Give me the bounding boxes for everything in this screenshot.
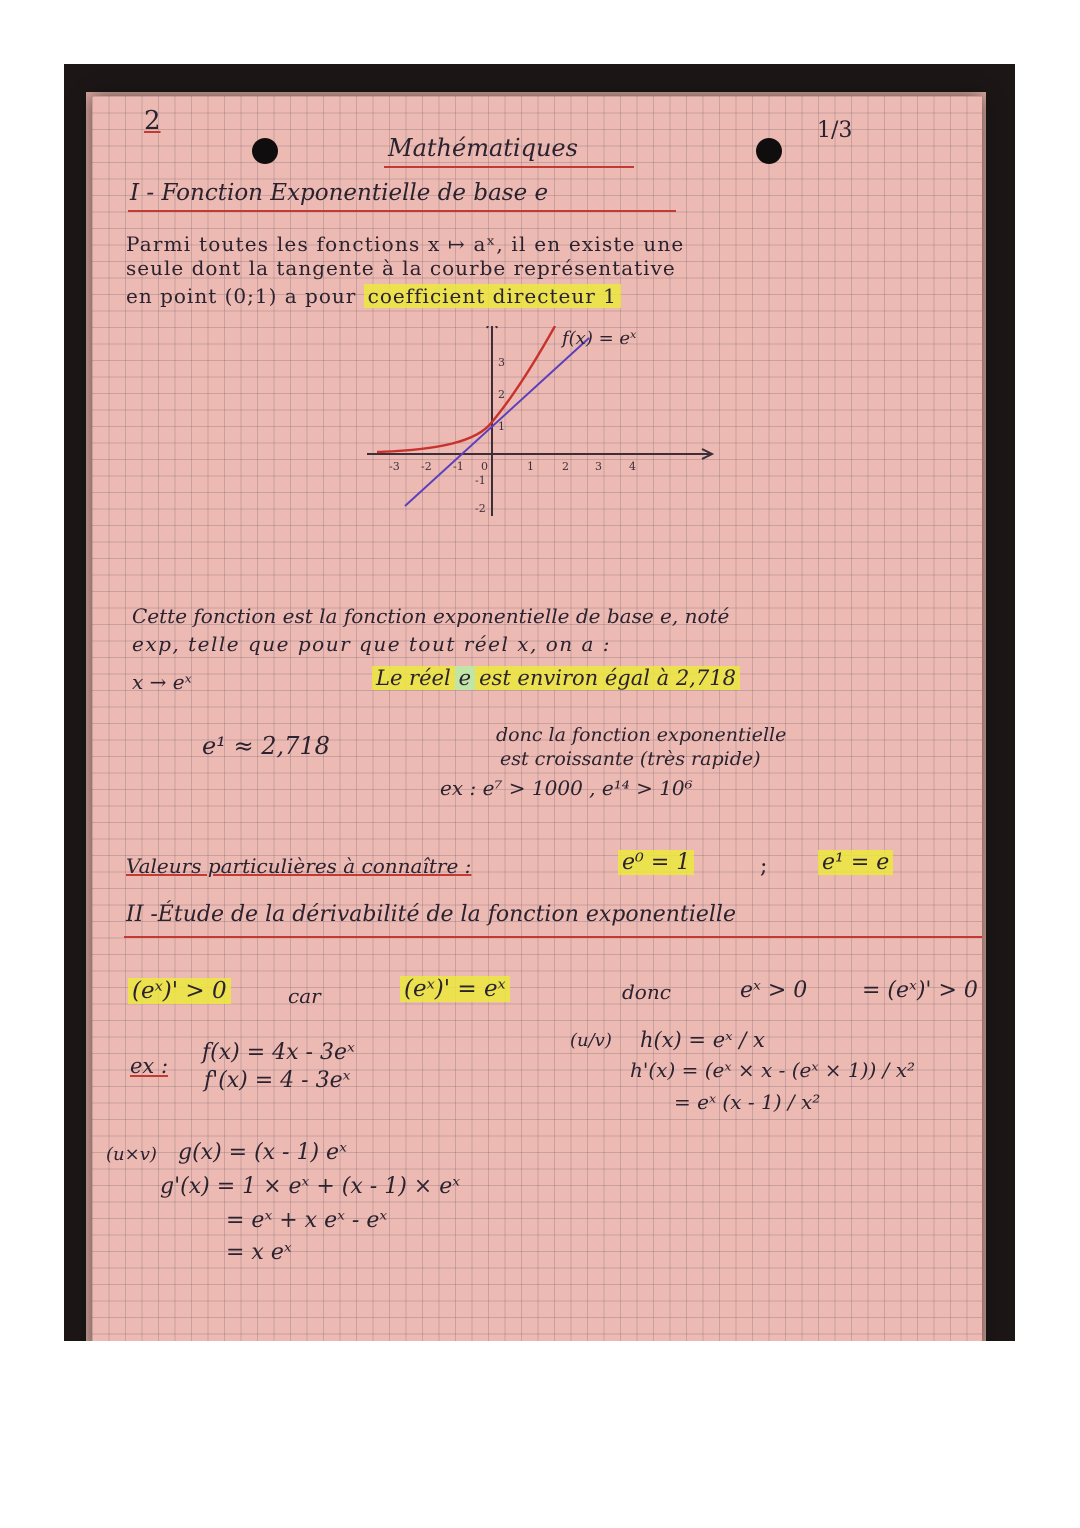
definition-line-1: Cette fonction est la fonction exponentielle de base e, noté xyxy=(132,604,730,628)
subject-underline xyxy=(384,166,634,168)
e-one-value: e¹ ≈ 2,718 xyxy=(202,732,330,760)
exponential-graph xyxy=(367,326,727,516)
graph-curve-label: f(x) = eˣ xyxy=(562,328,637,349)
example-label: ex : xyxy=(130,1054,169,1078)
derivative-rule-text: (eˣ)' = eˣ xyxy=(400,976,510,1002)
because-word: car xyxy=(288,984,321,1008)
derivative-positive-text: (eˣ)' > 0 xyxy=(128,978,231,1004)
e-value-statement-pre: Le réel xyxy=(372,666,455,690)
y-tick-label: 3 xyxy=(498,356,505,369)
growth-line-2: est croissante (très rapide) xyxy=(500,748,761,770)
punch-hole-right xyxy=(756,138,782,164)
intro-line-2-text: seule dont la tangente à la courbe représentative xyxy=(126,256,676,280)
e-value-statement xyxy=(372,666,740,690)
photo-background xyxy=(64,64,1015,1341)
intro-line-1: Parmi toutes les fonctions x ↦ aˣ, il en existe une xyxy=(126,232,685,256)
x-tick-label: -3 xyxy=(389,460,400,473)
y-tick-label: -1 xyxy=(475,474,486,487)
x-tick-label: 3 xyxy=(595,460,602,473)
intro-line-2 xyxy=(126,256,676,280)
x-tick-label: 2 xyxy=(562,460,569,473)
sheet-index: 1/3 xyxy=(817,118,853,143)
intro-highlight: coefficient directeur 1 xyxy=(364,284,621,308)
derivative-conclusion: = (eˣ)' > 0 xyxy=(862,978,978,1003)
quotient-rule-tag: (u/v) xyxy=(570,1030,612,1051)
special-value-2 xyxy=(818,850,893,875)
intro-line-3 xyxy=(126,284,621,308)
page-number: 2 xyxy=(144,106,161,136)
special-values-label: Valeurs particulières à connaître : xyxy=(126,854,472,878)
example-f-prime: f'(x) = 4 - 3eˣ xyxy=(204,1068,351,1093)
exp-positive: eˣ > 0 xyxy=(740,978,808,1003)
special-value-1 xyxy=(618,850,694,875)
section2-title: II -Étude de la dérivabilité de la fonction exponentielle xyxy=(126,902,736,927)
example-f: f(x) = 4x - 3eˣ xyxy=(202,1040,355,1065)
subject-title: Mathématiques xyxy=(388,134,578,162)
y-tick-label: 1 xyxy=(498,420,505,433)
growth-line-1: donc la fonction exponentielle xyxy=(496,724,787,746)
section2-underline xyxy=(124,936,982,938)
growth-example: ex : e⁷ > 1000 , e¹⁴ > 10⁶ xyxy=(440,776,693,800)
special-value-2-text: e¹ = e xyxy=(818,850,893,875)
therefore-word: donc xyxy=(622,980,671,1004)
index-card xyxy=(92,96,982,1341)
example-g-prime-step: = eˣ + x eˣ - eˣ xyxy=(226,1208,388,1233)
example-g-prime: g'(x) = 1 × eˣ + (x - 1) × eˣ xyxy=(160,1174,461,1199)
x-tick-label: -2 xyxy=(421,460,432,473)
special-value-1-text: e⁰ = 1 xyxy=(618,850,694,875)
punch-hole-left xyxy=(252,138,278,164)
y-tick-label: 2 xyxy=(498,388,505,401)
product-rule-tag: (u×v) xyxy=(106,1144,157,1165)
example-h-prime: h'(x) = (eˣ × x - (eˣ × 1)) / x² xyxy=(630,1058,915,1082)
x-tick-label: 0 xyxy=(481,460,488,473)
special-values-separator: ; xyxy=(760,854,768,879)
intro-line-3-text: en point (0;1) a pour xyxy=(126,284,357,308)
section1-underline xyxy=(128,210,676,212)
e-value-letter: e xyxy=(455,666,475,690)
x-tick-label: 4 xyxy=(629,460,636,473)
definition-line-2: exp, telle que pour que tout réel x, on a : xyxy=(132,632,612,656)
example-h-prime-simplified: = eˣ (x - 1) / x² xyxy=(674,1090,821,1114)
x-tick-label: -1 xyxy=(453,460,464,473)
tangent-line xyxy=(405,338,589,506)
mapping: x → eˣ xyxy=(132,670,192,694)
section1-title: I - Fonction Exponentielle de base e xyxy=(130,180,549,206)
derivative-positive xyxy=(128,978,231,1004)
example-h: h(x) = eˣ / x xyxy=(640,1028,765,1052)
e-value-statement-post: est environ égal à 2,718 xyxy=(475,666,740,690)
x-tick-label: 1 xyxy=(527,460,534,473)
example-g-prime-result: = x eˣ xyxy=(226,1240,292,1265)
y-tick-label: -2 xyxy=(475,502,486,515)
example-g: g(x) = (x - 1) eˣ xyxy=(178,1140,347,1165)
derivative-rule xyxy=(400,976,510,1002)
exp-curve xyxy=(377,326,555,452)
